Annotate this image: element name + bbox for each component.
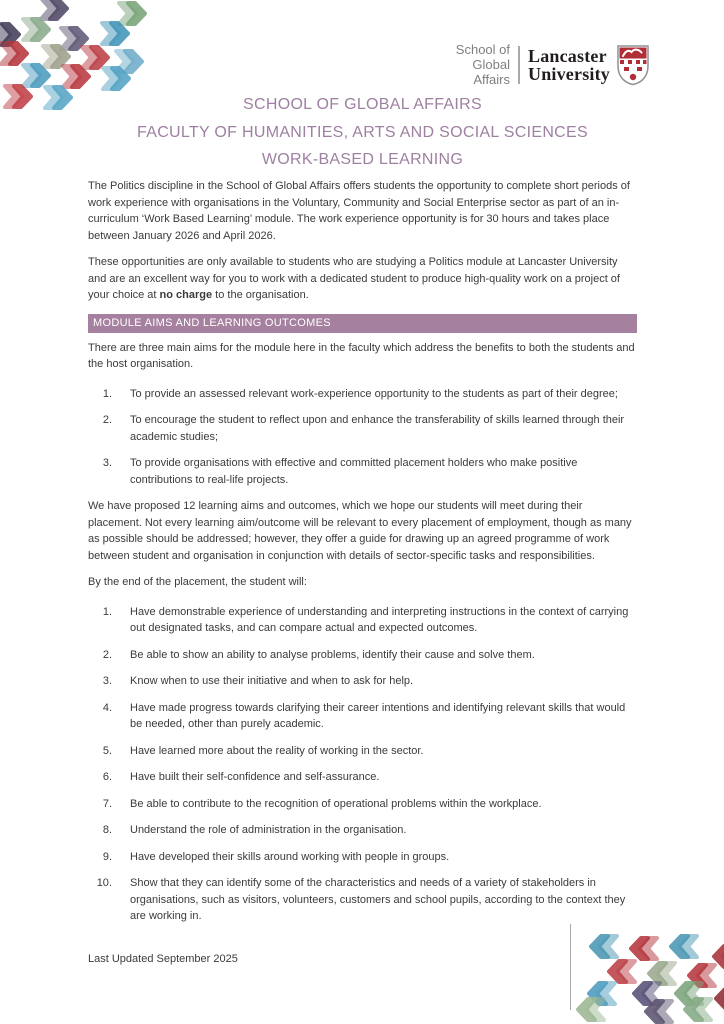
university-logo-line1: Lancaster	[528, 45, 607, 66]
lancaster-crest-icon	[616, 44, 650, 86]
list-item: To encourage the student to reflect upon and enhance the transferability of skills learned through their academic studies;	[130, 414, 625, 443]
arrow-motif-bottom-right-icon	[570, 920, 724, 1024]
list-item: Show that they can identify some of the characteristics and needs of a variety of stakeholders in organisations, such as visitors, volunteers, customers and school pupils, according to the context they are working in.	[130, 877, 626, 922]
list-item: Have learned more about the reality of working in the sector.	[130, 744, 424, 757]
list-item: Understand the role of administration in the organisation.	[130, 824, 407, 836]
no-charge-bold-text: no charge	[159, 289, 213, 301]
university-logo-text	[528, 47, 610, 83]
school-logo-text	[438, 42, 510, 87]
intro-paragraph-1: The Politics discipline in the School of Global Affairs offers students the opportunity to complete short periods of work experience with organisations in the Voluntary, Community and Social Enterprise sector as part of an in-curriculum ‘Work Based Learning’ module. The work experience opportunity is for 30 hours and takes place between January 2026 and April 2026.	[88, 180, 630, 242]
intro-paragraph-2-text: These opportunities are only available to students who are studying a Politics module at Lancaster University and are an excellent way for you to work with a dedicated student to produce high-quality work on a project of your choice at	[88, 256, 620, 301]
list-item: Be able to show an ability to analyse problems, identify their cause and solve them.	[130, 648, 535, 661]
aims-list	[88, 386, 637, 489]
list-item: Have demonstrable experience of understanding and interpreting instructions in the context of carrying out designated tasks, and can compare actual and expected outcomes.	[130, 605, 629, 634]
intro-paragraph-2-tail: to the organisation.	[212, 289, 309, 301]
school-logo-line2: Global Affairs	[472, 57, 510, 87]
university-logo-line2: University	[528, 63, 610, 84]
list-item: To provide organisations with effective and committed placement holders who make positive contributions to real-life projects.	[130, 457, 578, 486]
list-item: Have made progress towards clarifying their career intentions and identifying relevant skills that would be needed, other than purely academic.	[130, 701, 626, 730]
title-line-wbl: WORK-BASED LEARNING	[261, 151, 464, 168]
logo-divider	[518, 46, 520, 84]
university-logo	[438, 42, 650, 87]
outcomes-list	[88, 604, 637, 925]
outcomes-intro-paragraph: We have proposed 12 learning aims and outcomes, which we hope our students will meet during their placement. Not every learning aim/outcome will be relevant to every placement of employment, though as many as possible should be addressed; however, they offer a guide for drawing up an agreed programme of work between student and organisation in conjunction with details of sector-specific tasks and responsibilities.	[88, 500, 632, 562]
placement-lead-paragraph: By the end of the placement, the student will:	[88, 576, 307, 588]
title-line-faculty: FACULTY OF HUMANITIES, ARTS AND SOCIAL SCIENCES	[137, 123, 588, 141]
list-item: Be able to contribute to the recognition of operational problems within the workplace.	[130, 797, 542, 810]
document-title-block	[88, 91, 637, 174]
list-item: Have built their self-confidence and self-assurance.	[130, 771, 380, 783]
school-logo-line1: School of	[455, 42, 510, 57]
section-banner-module-aims: MODULE AIMS AND LEARNING OUTCOMES	[88, 314, 637, 333]
list-item: Know when to use their initiative and when to ask for help.	[130, 675, 414, 687]
intro-paragraph-2	[88, 254, 637, 304]
title-line-school: SCHOOL OF GLOBAL AFFAIRS	[243, 96, 482, 113]
list-item: Have developed their skills around working with people in groups.	[130, 850, 450, 863]
list-item: To provide an assessed relevant work-experience opportunity to the students as part of their degree;	[130, 387, 618, 400]
aims-intro-paragraph: There are three main aims for the module here in the faculty which address the benefits to both the students and the host organisation.	[88, 341, 635, 370]
last-updated-text: Last Updated September 2025	[88, 953, 238, 965]
document-body	[88, 178, 637, 935]
